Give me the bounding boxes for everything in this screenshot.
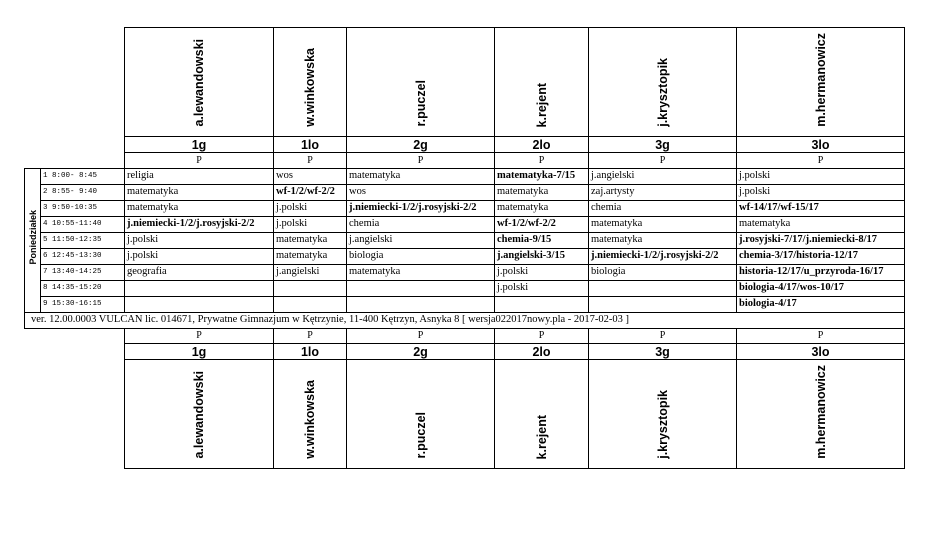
lesson-cell: chemia <box>589 200 737 216</box>
lesson-cell <box>274 280 347 296</box>
lesson-cell: j.polski <box>737 168 905 184</box>
lesson-cell: zaj.artysty <box>589 184 737 200</box>
timetable-sheet <box>24 27 904 469</box>
class-name: 3lo <box>737 137 905 153</box>
lesson-cell <box>125 296 274 312</box>
lesson-cell: biologia-4/17 <box>737 296 905 312</box>
teacher-name: k.rejent <box>534 82 549 127</box>
class-name: 1g <box>125 137 274 153</box>
teacher-name-cell <box>125 28 274 137</box>
class-name: 1g <box>125 344 274 360</box>
group-label: P <box>274 153 347 169</box>
footer-group-row <box>25 328 905 344</box>
footer-row <box>25 312 905 328</box>
teacher-name-cell <box>274 360 347 469</box>
lesson-cell: wf-14/17/wf-15/17 <box>737 200 905 216</box>
lesson-cell: biologia-4/17/wos-10/17 <box>737 280 905 296</box>
header-group-row <box>25 153 905 169</box>
lesson-cell: j.niemiecki-1/2/j.rosyjski-2/2 <box>125 216 274 232</box>
group-label: P <box>125 153 274 169</box>
teacher-name: r.puczel <box>413 80 428 127</box>
header-classes-row <box>25 137 905 153</box>
lesson-cell: chemia-3/17/historia-12/17 <box>737 248 905 264</box>
lesson-row <box>25 232 905 248</box>
group-label: P <box>737 153 905 169</box>
lesson-cell: matematyka <box>495 184 589 200</box>
lesson-cell: matematyka <box>495 200 589 216</box>
group-label: P <box>495 328 589 344</box>
lesson-cell: j.angielski <box>347 232 495 248</box>
lesson-slot: 2 8:55- 9:40 <box>41 184 125 200</box>
lesson-cell: matematyka <box>589 216 737 232</box>
footer-classes-row <box>25 344 905 360</box>
group-label: P <box>347 153 495 169</box>
blank-cell <box>25 328 125 344</box>
class-name: 1lo <box>274 344 347 360</box>
lesson-row <box>25 248 905 264</box>
group-label: P <box>274 328 347 344</box>
lesson-slot: 6 12:45-13:30 <box>41 248 125 264</box>
teacher-name-cell <box>737 360 905 469</box>
lesson-cell: biologia <box>589 264 737 280</box>
class-name: 3g <box>589 137 737 153</box>
teacher-name-cell <box>589 28 737 137</box>
lesson-cell: j.polski <box>274 200 347 216</box>
lesson-slot: 5 11:50-12:35 <box>41 232 125 248</box>
lesson-cell: j.polski <box>737 184 905 200</box>
teacher-name-cell <box>347 28 495 137</box>
lesson-cell <box>589 296 737 312</box>
teacher-name: m.hermanowicz <box>813 33 828 127</box>
lesson-cell: j.niemiecki-1/2/j.rosyjski-2/2 <box>589 248 737 264</box>
lesson-row <box>25 168 905 184</box>
teacher-name: w.winkowska <box>303 380 317 459</box>
lesson-cell: matematyka <box>125 200 274 216</box>
lesson-cell: matematyka-7/15 <box>495 168 589 184</box>
lesson-cell: biologia <box>347 248 495 264</box>
group-label: P <box>589 328 737 344</box>
lesson-cell: matematyka <box>589 232 737 248</box>
group-label: P <box>125 328 274 344</box>
teacher-name-cell <box>347 360 495 469</box>
class-name: 1lo <box>274 137 347 153</box>
lesson-cell: matematyka <box>274 248 347 264</box>
lesson-cell: j.polski <box>274 216 347 232</box>
lesson-slot: 4 10:55-11:40 <box>41 216 125 232</box>
lesson-cell: j.polski <box>125 248 274 264</box>
teacher-name-cell <box>125 360 274 469</box>
lesson-cell <box>125 280 274 296</box>
header-teachers-row <box>25 28 905 137</box>
class-name: 2lo <box>495 344 589 360</box>
class-name: 2lo <box>495 137 589 153</box>
lesson-cell: wf-1/2/wf-2/2 <box>495 216 589 232</box>
lesson-cell <box>274 296 347 312</box>
lesson-cell: matematyka <box>274 232 347 248</box>
lesson-row <box>25 184 905 200</box>
blank-cell <box>25 344 125 360</box>
footer-info: ver. 12.00.0003 VULCAN lic. 014671, Prywatne Gimnazjum w Kętrzynie, 11-400 Kętrzyn, Asnyka 8 [ wersja022017nowy.pla - 2017-02-03 ] <box>25 312 905 328</box>
teacher-name-cell <box>737 28 905 137</box>
lesson-cell: j.niemiecki-1/2/j.rosyjski-2/2 <box>347 200 495 216</box>
blank-cell <box>25 137 125 153</box>
lesson-slot: 7 13:40-14:25 <box>41 264 125 280</box>
lesson-slot: 8 14:35-15:20 <box>41 280 125 296</box>
lesson-cell <box>589 280 737 296</box>
lesson-cell: wos <box>347 184 495 200</box>
teacher-name: r.puczel <box>413 412 428 459</box>
class-name: 2g <box>347 344 495 360</box>
timetable <box>24 27 905 469</box>
lesson-cell: matematyka <box>347 264 495 280</box>
lesson-cell: j.polski <box>495 264 589 280</box>
lesson-cell: religia <box>125 168 274 184</box>
lesson-cell: historia-12/17/u_przyroda-16/17 <box>737 264 905 280</box>
lesson-cell: j.rosyjski-7/17/j.niemiecki-8/17 <box>737 232 905 248</box>
teacher-name: j.krysztopik <box>655 58 670 127</box>
day-label-cell <box>25 168 41 312</box>
lesson-slot: 1 8:00- 8:45 <box>41 168 125 184</box>
teacher-name-cell <box>495 360 589 469</box>
lesson-row <box>25 264 905 280</box>
class-name: 2g <box>347 137 495 153</box>
lesson-cell: wf-1/2/wf-2/2 <box>274 184 347 200</box>
teacher-name: k.rejent <box>534 414 549 459</box>
lesson-cell: chemia <box>347 216 495 232</box>
lesson-cell <box>347 296 495 312</box>
group-label: P <box>589 153 737 169</box>
blank-cell <box>25 360 125 469</box>
lesson-cell: j.polski <box>495 280 589 296</box>
lesson-cell: j.angielski-3/15 <box>495 248 589 264</box>
lesson-slot: 3 9:50-10:35 <box>41 200 125 216</box>
group-label: P <box>495 153 589 169</box>
lesson-row <box>25 216 905 232</box>
lesson-slot: 9 15:30-16:15 <box>41 296 125 312</box>
class-name: 3lo <box>737 344 905 360</box>
lesson-cell: j.polski <box>125 232 274 248</box>
teacher-name-cell <box>589 360 737 469</box>
teacher-name: w.winkowska <box>303 48 317 127</box>
lesson-cell: matematyka <box>347 168 495 184</box>
lesson-cell: j.angielski <box>589 168 737 184</box>
footer-teachers-row <box>25 360 905 469</box>
class-name: 3g <box>589 344 737 360</box>
teacher-name: a.lewandowski <box>192 39 206 127</box>
lesson-row <box>25 296 905 312</box>
lesson-cell: chemia-9/15 <box>495 232 589 248</box>
group-label: P <box>737 328 905 344</box>
lesson-cell: matematyka <box>737 216 905 232</box>
teacher-name: m.hermanowicz <box>813 365 828 459</box>
blank-cell <box>25 153 125 169</box>
lesson-cell <box>347 280 495 296</box>
lesson-cell: matematyka <box>125 184 274 200</box>
group-label: P <box>347 328 495 344</box>
day-label: Poniedziałek <box>27 210 38 265</box>
lesson-cell: j.angielski <box>274 264 347 280</box>
lesson-cell: geografia <box>125 264 274 280</box>
blank-cell <box>25 28 125 137</box>
lesson-row <box>25 280 905 296</box>
teacher-name-cell <box>495 28 589 137</box>
lesson-cell: wos <box>274 168 347 184</box>
lesson-cell <box>495 296 589 312</box>
teacher-name: j.krysztopik <box>655 390 670 459</box>
teacher-name-cell <box>274 28 347 137</box>
lesson-row <box>25 200 905 216</box>
teacher-name: a.lewandowski <box>192 371 206 459</box>
